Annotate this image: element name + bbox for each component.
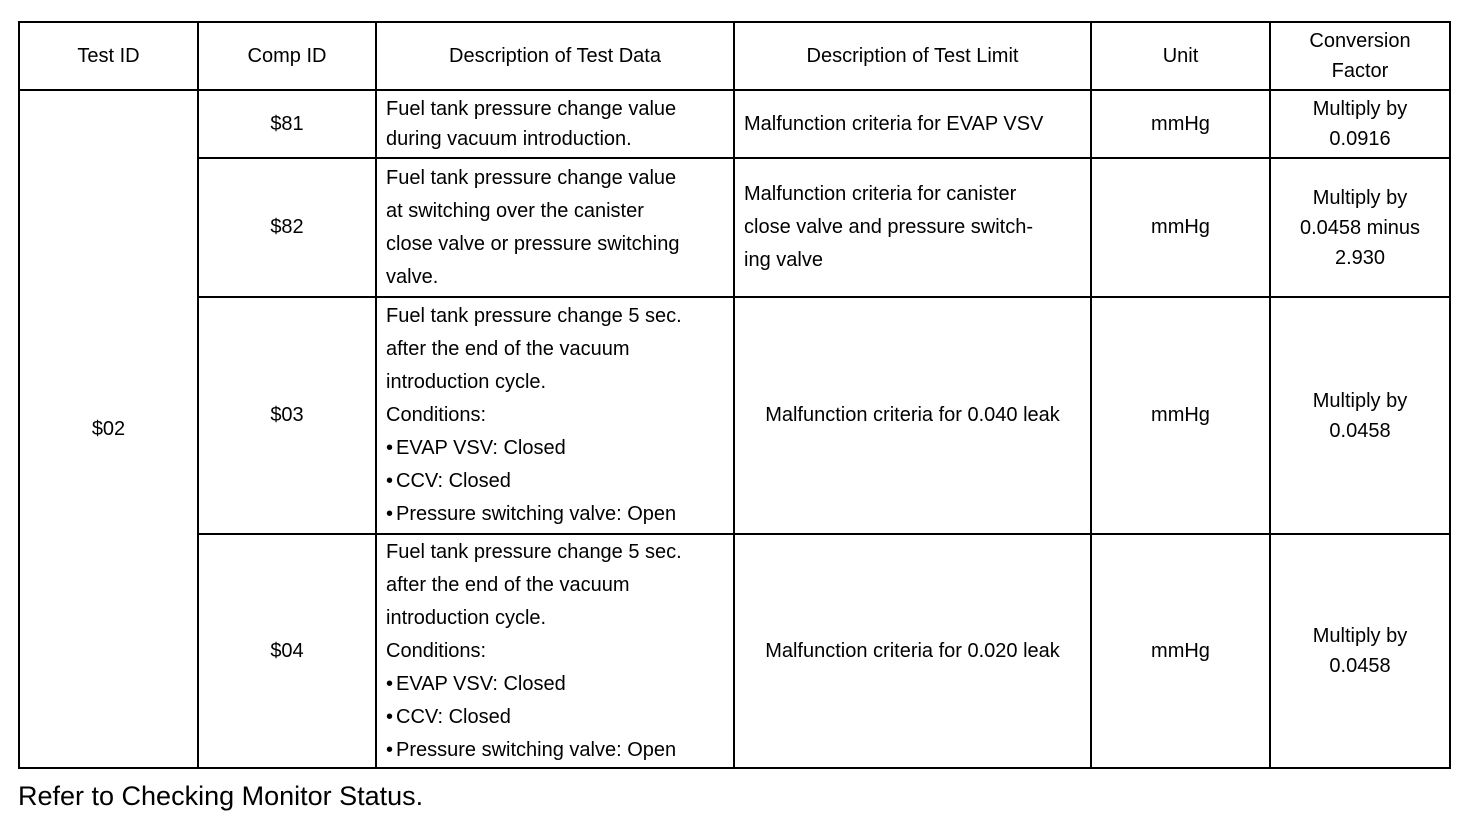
- test-limit-line: close valve and pressure switch-: [744, 216, 1034, 238]
- test-id-cell: $02: [19, 90, 198, 768]
- header-conversion-line: Conversion: [1309, 30, 1411, 52]
- comp-id-cell: $03: [198, 297, 376, 534]
- test-data-line: introduction cycle.: [386, 371, 547, 393]
- header-test-id: Test ID: [19, 22, 198, 90]
- header-description-test-data: Description of Test Data: [376, 22, 734, 90]
- test-data-line: during vacuum introduction.: [386, 128, 632, 150]
- test-data-line: close valve or pressure switching: [386, 232, 680, 255]
- test-data-line: Conditions:: [386, 404, 487, 426]
- unit-cell: mmHg: [1091, 297, 1270, 534]
- test-data-cell: [376, 297, 734, 534]
- test-data-line: Fuel tank pressure change value: [386, 166, 677, 189]
- monitor-result-table: [18, 21, 1451, 769]
- test-data-line: after the end of the vacuum: [386, 338, 630, 360]
- condition-bullet: • CCV: Closed: [386, 701, 724, 734]
- comp-id-cell: $04: [198, 534, 376, 768]
- test-data-line: valve.: [386, 265, 439, 288]
- conversion-line: Multiply by: [1312, 389, 1408, 412]
- conversion-line: Multiply by: [1312, 186, 1408, 209]
- header-conversion-line: Factor: [1331, 60, 1389, 82]
- test-data-line: Conditions:: [386, 639, 487, 662]
- unit-cell: mmHg: [1091, 534, 1270, 768]
- test-limit-cell: [734, 158, 1091, 297]
- conversion-line: Multiply by: [1312, 98, 1408, 120]
- test-limit-line: Malfunction criteria for 0.020 leak: [765, 639, 1060, 662]
- table-row: [19, 90, 1450, 158]
- test-limit-line: ing valve: [744, 249, 823, 271]
- test-data-line: after the end of the vacuum: [386, 573, 630, 596]
- condition-bullet: • EVAP VSV: Closed: [386, 432, 724, 465]
- conversion-cell: [1270, 158, 1450, 297]
- condition-bullet: • EVAP VSV: Closed: [386, 668, 724, 701]
- footnote-text: Refer to Checking Monitor Status.: [18, 781, 424, 811]
- conversion-cell: [1270, 534, 1450, 768]
- test-data-line: introduction cycle.: [386, 606, 547, 629]
- test-data-line: Fuel tank pressure change 5 sec.: [386, 540, 682, 563]
- test-data-cell: [376, 534, 734, 768]
- test-data-line: Fuel tank pressure change value: [386, 98, 677, 120]
- conversion-cell: [1270, 90, 1450, 158]
- header-comp-id: Comp ID: [198, 22, 376, 90]
- condition-bullet: • Pressure switching valve: Open: [386, 498, 724, 531]
- conversion-line: 0.0916: [1329, 128, 1391, 150]
- test-limit-cell: [734, 297, 1091, 534]
- header-conversion-factor: [1270, 22, 1450, 90]
- conversion-line: Multiply by: [1312, 625, 1408, 647]
- test-data-cell: [376, 90, 734, 158]
- table-row: [19, 297, 1450, 534]
- conversion-line: 0.0458 minus: [1299, 216, 1421, 239]
- test-limit-cell: [734, 534, 1091, 768]
- condition-bullet: • Pressure switching valve: Open: [386, 734, 724, 767]
- table-row: [19, 158, 1450, 297]
- test-data-line: Fuel tank pressure change 5 sec.: [386, 305, 682, 327]
- test-data-line: at switching over the canister: [386, 199, 644, 222]
- table-row: [19, 534, 1450, 768]
- header-row: [19, 22, 1450, 90]
- comp-id-cell: $81: [198, 90, 376, 158]
- comp-id-cell: $82: [198, 158, 376, 297]
- header-unit: Unit: [1091, 22, 1270, 90]
- conversion-line: 2.930: [1334, 246, 1386, 269]
- test-limit-line: Malfunction criteria for canister: [744, 183, 1017, 205]
- condition-bullet: • CCV: Closed: [386, 465, 724, 498]
- header-description-test-limit: Description of Test Limit: [734, 22, 1091, 90]
- unit-cell: mmHg: [1091, 90, 1270, 158]
- conversion-cell: [1270, 297, 1450, 534]
- unit-cell: mmHg: [1091, 158, 1270, 297]
- conversion-line: 0.0458: [1329, 655, 1391, 677]
- test-data-cell: [376, 158, 734, 297]
- test-limit-line: Malfunction criteria for EVAP VSV: [744, 112, 1044, 135]
- test-limit-cell: [734, 90, 1091, 158]
- test-limit-line: Malfunction criteria for 0.040 leak: [765, 404, 1060, 426]
- conversion-line: 0.0458: [1329, 419, 1391, 442]
